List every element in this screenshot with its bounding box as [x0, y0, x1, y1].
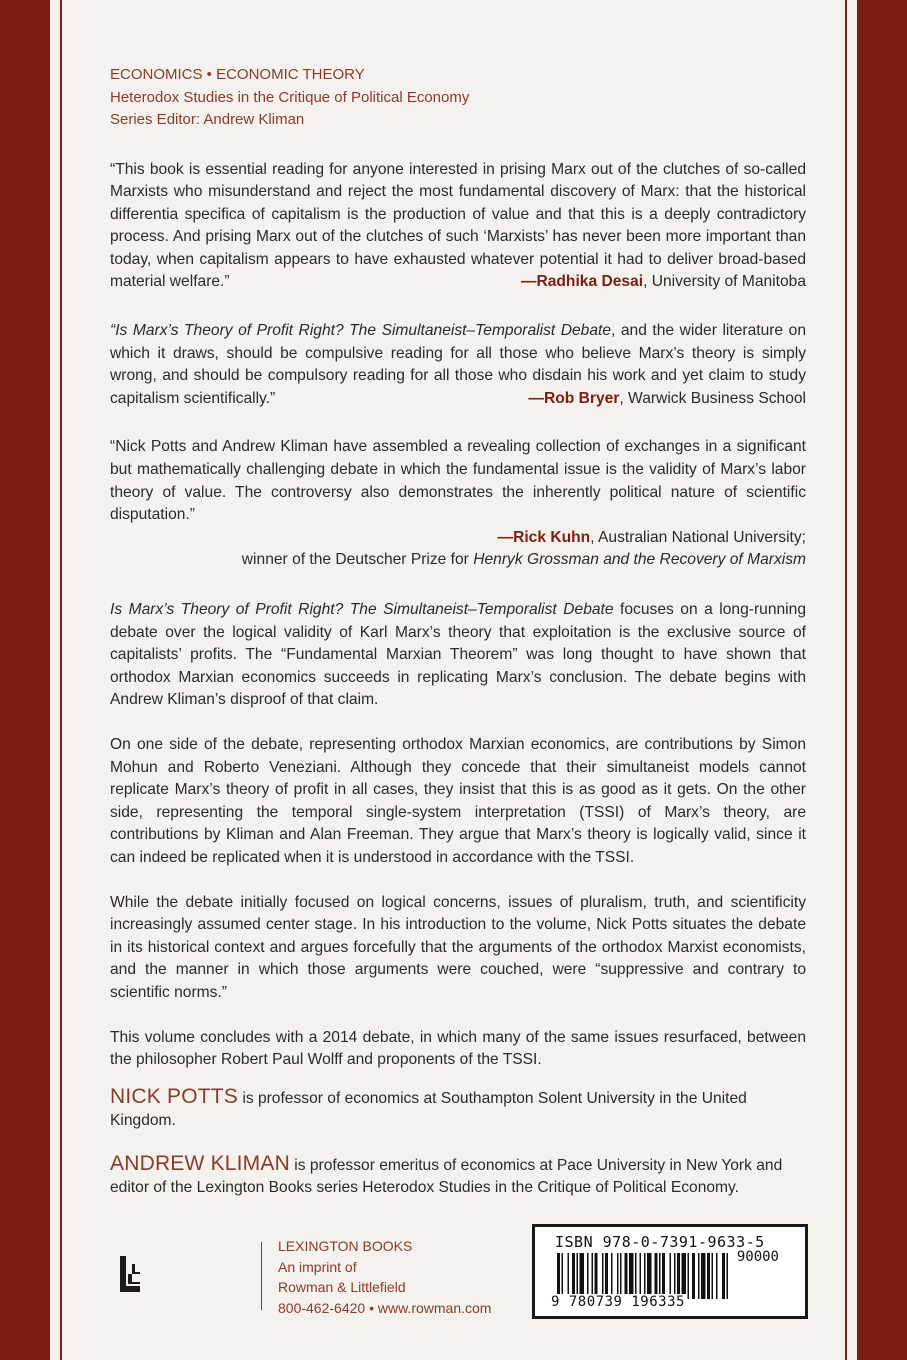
left-rule	[60, 0, 62, 1360]
barcode-bar	[611, 1253, 613, 1299]
barcode-bar	[617, 1253, 619, 1299]
barcode-bar	[647, 1253, 652, 1299]
barcode-bar	[670, 1253, 672, 1299]
barcode-bar	[568, 1253, 570, 1299]
description-paragraph-4: This volume concludes with a 2014 debate, in which many of the same issues resurfaced, between the philosopher Robert Paul Wolff and proponents of the TSSI.	[110, 1028, 806, 1069]
endorser-name: Rob Bryer	[544, 389, 620, 407]
barcode-bar	[602, 1253, 604, 1299]
author-name: ANDREW KLIMAN	[110, 1151, 290, 1175]
category-line: ECONOMICS • ECONOMIC THEORY	[110, 66, 365, 83]
endorsement-text: “Nick Potts and Andrew Kliman have assembled a revealing collection of exchanges in a significant but mathematically challenging debate in which the fundamental issue is the validity of Marx’s labor theory of value. The controversy also demonstrates the inherently political nature of scientific disputation.”	[110, 438, 806, 524]
author-bio-kliman	[110, 1153, 806, 1200]
endorser-affiliation: , Australian National University;	[590, 528, 806, 546]
barcode-bar	[562, 1253, 564, 1299]
barcode-bar	[707, 1253, 710, 1299]
description-paragraph-1: Is Marx’s Theory of Profit Right? The Simultaneist–Temporalist Debate focuses on a long-running debate over the logical validity of Karl Marx’s theory that exploitation is the exclusive source of capitalists’ profits. The “Fundamental Marxian Theorem” was long thought to have shown that orthodox Marxian economics succeeds in replicating Marx’s conclusion. The debate begins with Andrew Kliman’s disproof of that claim.	[110, 601, 806, 709]
endorser-affiliation: , University of Manitoba	[643, 273, 806, 291]
endorsement-attribution: —Rob Bryer, Warwick Business School	[528, 389, 806, 407]
endorsement-text: “This book is essential reading for anyone interested in prising Marx out of the clutches of so-called Marxists who misunderstand and reject the most fundamental discovery of Marx: that the historical differentia specifica of capitalism is the production of value and that this is a deeply contradictory process. And prising Marx out of the clutches of such ‘Marxists’ has never been more important than today, when capitalism appears to have exhausted whatever potential it had to deliver broad-based material welfare.”	[110, 160, 806, 291]
right-rule	[845, 0, 847, 1360]
endorser-name: Rick Kuhn	[513, 528, 591, 546]
description-paragraph-3: While the debate initially focused on logical concerns, issues of pluralism, truth, and scientificity increasingly assumed center stage. In his introduction to the volume, Nick Potts situates the debate in its historical context and argues forcefully that the arguments of the orthodox Marxist economists, and the manner in which those arguments were couched, were “suppressive and contrary to scientific norms.”	[110, 893, 806, 1001]
barcode-bar	[587, 1253, 589, 1299]
endorsement-attribution: —Rick Kuhn, Australian National University;	[497, 528, 806, 546]
isbn-barcode	[532, 1224, 808, 1319]
barcode-bar	[557, 1253, 560, 1299]
publisher-imprint: An imprint of	[278, 1258, 357, 1275]
barcode-bar	[662, 1253, 665, 1299]
barcode-bar	[595, 1253, 598, 1299]
barcode-bar	[655, 1253, 658, 1299]
barcode-bar	[692, 1253, 695, 1299]
barcode-bar	[592, 1253, 594, 1299]
right-border	[857, 0, 907, 1360]
barcode-bar	[580, 1253, 585, 1299]
isbn-number: ISBN 978-0-7391-9633-5	[555, 1233, 765, 1251]
barcode-bar	[716, 1253, 718, 1299]
book-title-italic: Is Marx’s Theory of Profit Right? The Simultaneist–Temporalist Debate	[110, 601, 614, 618]
author-bio-text: is professor of economics at Southampton Solent University in the United Kingdom.	[110, 1089, 747, 1130]
barcode-bar	[677, 1253, 680, 1299]
barcode-bar	[629, 1253, 634, 1299]
footer-divider	[261, 1242, 262, 1310]
publisher-info	[278, 1236, 491, 1318]
author-bio-text: is professor emeritus of economics at Pace University in New York and editor of the Lexington Books series Heterodox Studies in the Critique of Political Economy.	[110, 1156, 783, 1197]
back-cover-content	[110, 64, 806, 1200]
barcode-bar	[659, 1253, 661, 1299]
series-line: Heterodox Studies in the Critique of Political Economy	[110, 88, 470, 106]
barcode-digits: 9 780739 196335	[551, 1294, 685, 1310]
barcode-bar	[682, 1253, 687, 1299]
barcode-bar	[701, 1253, 706, 1299]
barcode-bar	[644, 1253, 646, 1299]
endorsement-attribution: —Radhika Desai, University of Manitoba	[520, 273, 806, 291]
barcode-bar	[605, 1253, 608, 1299]
series-header	[110, 64, 806, 132]
description-paragraph-2: On one side of the debate, representing orthodox Marxian economics, are contributions by Simon Mohun and Roberto Veneziani. Although they concede that their simultaneist models cannot replicate Marx’s theory of profit in all cases, they insist that this is as good as it gets. On the other side, representing the temporal single-system interpretation (TSSI) of Marx’s theory, are contributions by Kliman and Alan Freeman. They argue that Marx’s theory is logically valid, since it can indeed be replicated when it is understood in accordance with the TSSI.	[110, 735, 806, 866]
book-title-italic: “Is Marx’s Theory of Profit Right? The Simultaneist–Temporalist Debate	[110, 322, 612, 340]
publisher-parent: Rowman & Littlefield	[278, 1279, 406, 1295]
lexington-logo-icon	[118, 1254, 142, 1294]
endorser-prize: winner of the Deutscher Prize for Henryk Grossman and the Recovery of Marxism	[241, 551, 806, 569]
left-border	[0, 0, 50, 1360]
barcode-bar	[625, 1253, 628, 1299]
publisher-name: LEXINGTON BOOKS	[278, 1238, 413, 1254]
barcode-bars	[557, 1253, 787, 1299]
series-editor-line: Series Editor: Andrew Kliman	[110, 111, 305, 128]
endorser-affiliation: , Warwick Business School	[619, 389, 806, 407]
barcode-bar	[727, 1253, 729, 1299]
barcode-bar	[620, 1253, 622, 1299]
barcode-bar	[572, 1253, 575, 1299]
barcode-bar	[688, 1253, 690, 1299]
endorser-name: Radhika Desai	[536, 273, 644, 291]
barcode-bar	[698, 1253, 700, 1299]
price-code: 90000	[736, 1249, 779, 1265]
endorsement-kuhn	[110, 436, 806, 572]
prize-book-title: Henryk Grossman and the Recovery of Marxism	[473, 551, 806, 569]
barcode-bar	[722, 1253, 725, 1299]
barcode-bar	[640, 1253, 642, 1299]
author-bio-potts	[110, 1086, 806, 1133]
endorsement-desai	[110, 159, 806, 295]
barcode-bar	[674, 1253, 676, 1299]
barcode-bar	[712, 1253, 714, 1299]
barcode-bar	[635, 1253, 637, 1299]
barcode-bar	[577, 1253, 579, 1299]
endorsement-text: , and the wider literature on which it draws, should be compulsive reading for all those who believe Marx’s theory is simply wrong, and should be compulsory reading for all those who disdain his work and yet claim to study capitalism scientifically.”	[110, 322, 806, 407]
author-name: NICK POTTS	[110, 1084, 239, 1108]
publisher-contact: 800-462-6420 • www.rowman.com	[278, 1299, 492, 1316]
endorsement-bryer	[110, 320, 806, 410]
